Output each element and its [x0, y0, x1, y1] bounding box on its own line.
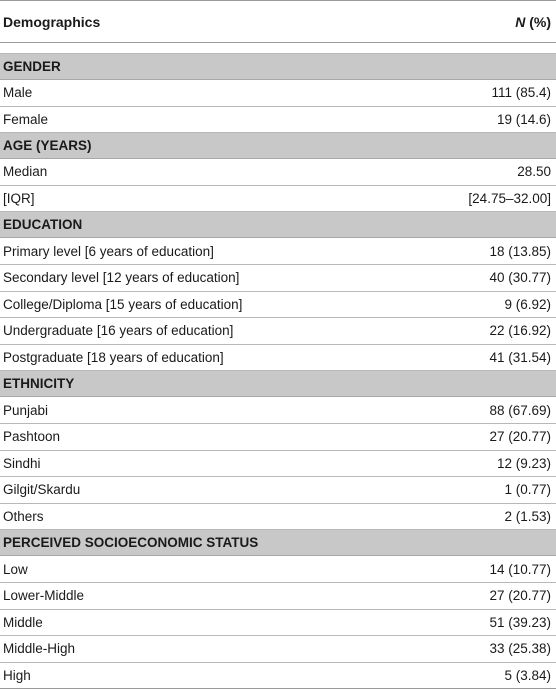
row-label: Lower-Middle — [3, 588, 85, 604]
row-label: High — [3, 667, 31, 683]
section-title: GENDER — [3, 59, 61, 74]
row-value: 33 (25.38) — [489, 641, 551, 657]
row-value: 22 (16.92) — [489, 323, 551, 339]
row-value: 9 (6.92) — [504, 296, 551, 312]
row-label: Postgraduate [18 years of education] — [3, 350, 224, 366]
row-label: Sindhi — [3, 455, 41, 471]
table-row — [0, 451, 556, 478]
table-row — [0, 318, 556, 345]
row-value: 111 (85.4) — [491, 85, 551, 101]
row-label: [IQR] — [3, 191, 35, 207]
row-label: Others — [3, 509, 44, 525]
section-header — [0, 133, 556, 159]
table-row — [0, 345, 556, 372]
header-gap — [0, 43, 556, 54]
row-value: 12 (9.23) — [496, 455, 551, 471]
section-title: ETHNICITY — [3, 376, 75, 392]
table-row — [0, 238, 556, 265]
row-value: 19 (14.6) — [496, 111, 551, 127]
row-value: 27 (20.77) — [489, 588, 551, 604]
row-label: Gilgit/Skardu — [3, 482, 81, 498]
row-label: Low — [3, 561, 28, 577]
table-row — [0, 636, 556, 663]
section-header — [0, 212, 556, 238]
table-body — [0, 54, 556, 689]
row-value: 2 (1.53) — [504, 509, 551, 525]
row-label: Secondary level [12 years of education] — [3, 270, 240, 286]
row-label: College/Diploma [15 years of education] — [3, 296, 243, 312]
row-label: Middle — [3, 614, 43, 630]
section-title: AGE (YEARS) — [3, 138, 92, 154]
table-row — [0, 159, 556, 186]
table-row — [0, 265, 556, 292]
row-value: 18 (13.85) — [489, 243, 551, 259]
row-label: Undergraduate [16 years of education] — [3, 323, 234, 339]
table-header-row — [0, 1, 556, 43]
row-value: 88 (67.69) — [489, 402, 551, 418]
section-title: PERCEIVED SOCIOECONOMIC STATUS — [3, 535, 259, 551]
table-row — [0, 292, 556, 319]
row-label: Median — [3, 164, 48, 180]
row-value: 28.50 — [517, 164, 551, 180]
table-row — [0, 663, 556, 689]
row-label: Primary level [6 years of education] — [3, 243, 214, 259]
table-row — [0, 504, 556, 531]
row-label: Pashtoon — [3, 429, 61, 445]
header-demographics: Demographics — [3, 13, 101, 30]
header-n-symbol: N — [515, 13, 526, 30]
row-label: Female — [3, 111, 49, 127]
row-value: [24.75–32.00] — [468, 191, 551, 207]
section-header — [0, 54, 556, 80]
row-value: 40 (30.77) — [489, 270, 551, 286]
row-label: Punjabi — [3, 402, 49, 418]
row-label: Male — [3, 85, 33, 101]
table-row — [0, 477, 556, 504]
table-row — [0, 186, 556, 213]
section-header — [0, 371, 556, 397]
header-percent: (%) — [525, 13, 551, 30]
table-row — [0, 107, 556, 134]
table-row — [0, 583, 556, 610]
section-title: EDUCATION — [3, 217, 83, 233]
table-row — [0, 80, 556, 107]
header-n-percent — [515, 14, 551, 30]
row-value: 14 (10.77) — [489, 561, 551, 577]
table-row — [0, 424, 556, 451]
row-label: Middle-High — [3, 641, 76, 657]
table-row — [0, 610, 556, 637]
row-value: 41 (31.54) — [489, 350, 551, 366]
row-value: 27 (20.77) — [489, 429, 551, 445]
table-row — [0, 556, 556, 583]
table-row — [0, 397, 556, 424]
row-value: 51 (39.23) — [489, 614, 551, 630]
section-header — [0, 530, 556, 556]
row-value: 1 (0.77) — [504, 482, 551, 498]
row-value: 5 (3.84) — [504, 667, 551, 683]
